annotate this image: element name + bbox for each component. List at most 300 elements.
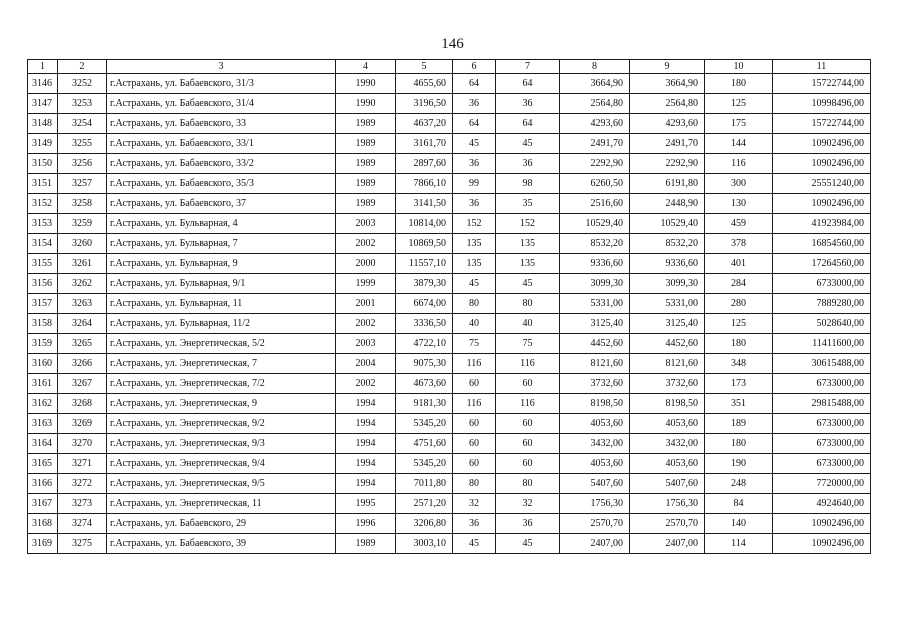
table-row [28, 514, 871, 534]
cell-apartment-area: 2407,00 [630, 534, 705, 554]
table-row [28, 474, 871, 494]
cell-total-area: 9075,30 [396, 354, 453, 374]
cell-residents: 348 [705, 354, 773, 374]
cell-cost: 30615488,00 [773, 354, 871, 374]
cell-row-index: 3148 [28, 114, 58, 134]
table-row [28, 74, 871, 94]
cell-year-built: 1989 [336, 534, 396, 554]
cell-row-index: 3151 [28, 174, 58, 194]
cell-row-index: 3159 [28, 334, 58, 354]
cell-object-code: 3273 [58, 494, 107, 514]
cell-total-area: 2897,60 [396, 154, 453, 174]
cell-cost: 17264560,00 [773, 254, 871, 274]
cell-living-area: 2570,70 [560, 514, 630, 534]
cell-total-area: 3141,50 [396, 194, 453, 214]
cell-row-index: 3147 [28, 94, 58, 114]
cell-row-index: 3157 [28, 294, 58, 314]
cell-apartment-area: 6191,80 [630, 174, 705, 194]
header-row [28, 60, 871, 74]
table-row [28, 374, 871, 394]
cell-cost: 10902496,00 [773, 534, 871, 554]
cell-row-index: 3167 [28, 494, 58, 514]
table-row [28, 314, 871, 334]
cell-units-total: 80 [453, 474, 496, 494]
cell-object-code: 3256 [58, 154, 107, 174]
table-row [28, 534, 871, 554]
cell-row-index: 3154 [28, 234, 58, 254]
cell-year-built: 2002 [336, 234, 396, 254]
cell-year-built: 1994 [336, 394, 396, 414]
cell-units-residential: 45 [496, 274, 560, 294]
cell-address: г.Астрахань, ул. Бабаевского, 37 [107, 194, 336, 214]
cell-year-built: 1990 [336, 94, 396, 114]
cell-address: г.Астрахань, ул. Бульварная, 4 [107, 214, 336, 234]
cell-total-area: 7866,10 [396, 174, 453, 194]
cell-units-total: 60 [453, 434, 496, 454]
cell-address: г.Астрахань, ул. Энергетическая, 9/2 [107, 414, 336, 434]
cell-units-residential: 80 [496, 294, 560, 314]
cell-row-index: 3146 [28, 74, 58, 94]
cell-row-index: 3168 [28, 514, 58, 534]
cell-total-area: 4722,10 [396, 334, 453, 354]
cell-year-built: 1995 [336, 494, 396, 514]
cell-units-total: 135 [453, 254, 496, 274]
cell-residents: 401 [705, 254, 773, 274]
cell-living-area: 2292,90 [560, 154, 630, 174]
cell-total-area: 5345,20 [396, 414, 453, 434]
cell-units-residential: 36 [496, 514, 560, 534]
cell-apartment-area: 3432,00 [630, 434, 705, 454]
cell-cost: 11411600,00 [773, 334, 871, 354]
cell-units-residential: 45 [496, 134, 560, 154]
cell-row-index: 3155 [28, 254, 58, 274]
cell-living-area: 4452,60 [560, 334, 630, 354]
cell-year-built: 2000 [336, 254, 396, 274]
cell-address: г.Астрахань, ул. Бабаевского, 33/2 [107, 154, 336, 174]
cell-living-area: 3099,30 [560, 274, 630, 294]
cell-units-residential: 60 [496, 414, 560, 434]
cell-units-total: 99 [453, 174, 496, 194]
cell-row-index: 3152 [28, 194, 58, 214]
cell-address: г.Астрахань, ул. Бульварная, 9/1 [107, 274, 336, 294]
cell-cost: 6733000,00 [773, 374, 871, 394]
cell-residents: 84 [705, 494, 773, 514]
cell-residents: 140 [705, 514, 773, 534]
cell-units-total: 45 [453, 134, 496, 154]
cell-year-built: 2003 [336, 214, 396, 234]
column-header-row-index: 1 [28, 60, 58, 74]
cell-living-area: 4053,60 [560, 454, 630, 474]
cell-object-code: 3255 [58, 134, 107, 154]
column-header-living-area: 8 [560, 60, 630, 74]
cell-residents: 116 [705, 154, 773, 174]
cell-apartment-area: 8198,50 [630, 394, 705, 414]
cell-address: г.Астрахань, ул. Энергетическая, 7/2 [107, 374, 336, 394]
cell-units-residential: 116 [496, 394, 560, 414]
column-header-address: 3 [107, 60, 336, 74]
cell-total-area: 6674,00 [396, 294, 453, 314]
cell-cost: 10998496,00 [773, 94, 871, 114]
cell-address: г.Астрахань, ул. Бабаевского, 33 [107, 114, 336, 134]
cell-row-index: 3165 [28, 454, 58, 474]
cell-cost: 10902496,00 [773, 514, 871, 534]
cell-row-index: 3169 [28, 534, 58, 554]
cell-total-area: 3336,50 [396, 314, 453, 334]
cell-residents: 114 [705, 534, 773, 554]
cell-row-index: 3153 [28, 214, 58, 234]
cell-row-index: 3164 [28, 434, 58, 454]
cell-living-area: 2564,80 [560, 94, 630, 114]
cell-units-total: 36 [453, 154, 496, 174]
cell-living-area: 3432,00 [560, 434, 630, 454]
cell-address: г.Астрахань, ул. Бульварная, 9 [107, 254, 336, 274]
cell-row-index: 3149 [28, 134, 58, 154]
cell-total-area: 10869,50 [396, 234, 453, 254]
table-row [28, 274, 871, 294]
cell-address: г.Астрахань, ул. Энергетическая, 7 [107, 354, 336, 374]
cell-living-area: 4053,60 [560, 414, 630, 434]
cell-apartment-area: 2570,70 [630, 514, 705, 534]
table-row [28, 94, 871, 114]
cell-units-total: 116 [453, 394, 496, 414]
table-row [28, 174, 871, 194]
cell-address: г.Астрахань, ул. Бабаевского, 29 [107, 514, 336, 534]
cell-apartment-area: 2491,70 [630, 134, 705, 154]
cell-residents: 125 [705, 314, 773, 334]
cell-units-total: 152 [453, 214, 496, 234]
cell-object-code: 3259 [58, 214, 107, 234]
cell-units-residential: 135 [496, 234, 560, 254]
cell-units-residential: 64 [496, 114, 560, 134]
cell-row-index: 3150 [28, 154, 58, 174]
cell-year-built: 1989 [336, 194, 396, 214]
cell-cost: 41923984,00 [773, 214, 871, 234]
cell-units-total: 60 [453, 414, 496, 434]
cell-units-residential: 35 [496, 194, 560, 214]
cell-address: г.Астрахань, ул. Бульварная, 7 [107, 234, 336, 254]
table-row [28, 494, 871, 514]
cell-living-area: 8198,50 [560, 394, 630, 414]
cell-total-area: 3196,50 [396, 94, 453, 114]
cell-address: г.Астрахань, ул. Энергетическая, 9/4 [107, 454, 336, 474]
cell-address: г.Астрахань, ул. Бабаевского, 39 [107, 534, 336, 554]
cell-cost: 7720000,00 [773, 474, 871, 494]
cell-total-area: 3879,30 [396, 274, 453, 294]
cell-residents: 130 [705, 194, 773, 214]
table-row [28, 434, 871, 454]
cell-units-residential: 32 [496, 494, 560, 514]
cell-total-area: 3161,70 [396, 134, 453, 154]
table-row [28, 454, 871, 474]
cell-units-total: 60 [453, 374, 496, 394]
cell-apartment-area: 3099,30 [630, 274, 705, 294]
cell-residents: 180 [705, 334, 773, 354]
cell-residents: 459 [705, 214, 773, 234]
cell-living-area: 1756,30 [560, 494, 630, 514]
cell-apartment-area: 4452,60 [630, 334, 705, 354]
column-header-object-code: 2 [58, 60, 107, 74]
cell-units-residential: 60 [496, 454, 560, 474]
cell-object-code: 3274 [58, 514, 107, 534]
cell-cost: 6733000,00 [773, 414, 871, 434]
cell-cost: 25551240,00 [773, 174, 871, 194]
cell-year-built: 1989 [336, 174, 396, 194]
cell-units-residential: 80 [496, 474, 560, 494]
cell-cost: 10902496,00 [773, 154, 871, 174]
cell-living-area: 2407,00 [560, 534, 630, 554]
cell-cost: 29815488,00 [773, 394, 871, 414]
cell-units-residential: 36 [496, 154, 560, 174]
cell-cost: 6733000,00 [773, 274, 871, 294]
cell-year-built: 1989 [336, 154, 396, 174]
table-row [28, 334, 871, 354]
cell-total-area: 9181,30 [396, 394, 453, 414]
cell-address: г.Астрахань, ул. Энергетическая, 5/2 [107, 334, 336, 354]
cell-year-built: 2001 [336, 294, 396, 314]
cell-object-code: 3268 [58, 394, 107, 414]
column-header-residents: 10 [705, 60, 773, 74]
cell-apartment-area: 4053,60 [630, 454, 705, 474]
cell-units-residential: 40 [496, 314, 560, 334]
cell-year-built: 2002 [336, 314, 396, 334]
cell-year-built: 2002 [336, 374, 396, 394]
cell-living-area: 2491,70 [560, 134, 630, 154]
cell-cost: 15722744,00 [773, 114, 871, 134]
cell-object-code: 3270 [58, 434, 107, 454]
cell-units-residential: 36 [496, 94, 560, 114]
cell-row-index: 3156 [28, 274, 58, 294]
cell-address: г.Астрахань, ул. Бульварная, 11 [107, 294, 336, 314]
page-number: 146 [441, 36, 464, 52]
cell-object-code: 3266 [58, 354, 107, 374]
housing-registry-table [27, 59, 871, 554]
cell-apartment-area: 3125,40 [630, 314, 705, 334]
cell-address: г.Астрахань, ул. Энергетическая, 9/5 [107, 474, 336, 494]
cell-residents: 125 [705, 94, 773, 114]
cell-living-area: 9336,60 [560, 254, 630, 274]
cell-apartment-area: 8532,20 [630, 234, 705, 254]
cell-object-code: 3252 [58, 74, 107, 94]
cell-total-area: 7011,80 [396, 474, 453, 494]
cell-units-residential: 64 [496, 74, 560, 94]
cell-units-total: 64 [453, 74, 496, 94]
cell-residents: 144 [705, 134, 773, 154]
cell-residents: 180 [705, 434, 773, 454]
cell-address: г.Астрахань, ул. Энергетическая, 9 [107, 394, 336, 414]
cell-apartment-area: 3732,60 [630, 374, 705, 394]
cell-total-area: 2571,20 [396, 494, 453, 514]
cell-cost: 4924640,00 [773, 494, 871, 514]
cell-residents: 378 [705, 234, 773, 254]
cell-year-built: 2003 [336, 334, 396, 354]
cell-apartment-area: 5331,00 [630, 294, 705, 314]
cell-units-residential: 60 [496, 374, 560, 394]
cell-units-total: 116 [453, 354, 496, 374]
cell-living-area: 5331,00 [560, 294, 630, 314]
cell-object-code: 3260 [58, 234, 107, 254]
cell-apartment-area: 2564,80 [630, 94, 705, 114]
cell-apartment-area: 9336,60 [630, 254, 705, 274]
cell-object-code: 3253 [58, 94, 107, 114]
cell-living-area: 8532,20 [560, 234, 630, 254]
cell-cost: 16854560,00 [773, 234, 871, 254]
cell-residents: 180 [705, 74, 773, 94]
cell-units-total: 135 [453, 234, 496, 254]
cell-object-code: 3269 [58, 414, 107, 434]
cell-units-total: 45 [453, 274, 496, 294]
cell-cost: 5028640,00 [773, 314, 871, 334]
cell-total-area: 4673,60 [396, 374, 453, 394]
table-row [28, 214, 871, 234]
cell-object-code: 3263 [58, 294, 107, 314]
cell-total-area: 4655,60 [396, 74, 453, 94]
cell-year-built: 1989 [336, 114, 396, 134]
cell-residents: 175 [705, 114, 773, 134]
table-row [28, 194, 871, 214]
cell-row-index: 3162 [28, 394, 58, 414]
cell-year-built: 1999 [336, 274, 396, 294]
cell-residents: 189 [705, 414, 773, 434]
cell-cost: 6733000,00 [773, 454, 871, 474]
cell-apartment-area: 10529,40 [630, 214, 705, 234]
cell-cost: 15722744,00 [773, 74, 871, 94]
cell-residents: 173 [705, 374, 773, 394]
cell-living-area: 3732,60 [560, 374, 630, 394]
cell-object-code: 3254 [58, 114, 107, 134]
cell-living-area: 6260,50 [560, 174, 630, 194]
cell-cost: 10902496,00 [773, 134, 871, 154]
cell-living-area: 8121,60 [560, 354, 630, 374]
cell-units-residential: 45 [496, 534, 560, 554]
cell-object-code: 3262 [58, 274, 107, 294]
cell-total-area: 3003,10 [396, 534, 453, 554]
cell-year-built: 1994 [336, 454, 396, 474]
cell-units-total: 40 [453, 314, 496, 334]
cell-address: г.Астрахань, ул. Бульварная, 11/2 [107, 314, 336, 334]
cell-object-code: 3257 [58, 174, 107, 194]
cell-total-area: 5345,20 [396, 454, 453, 474]
cell-address: г.Астрахань, ул. Бабаевского, 31/3 [107, 74, 336, 94]
cell-row-index: 3160 [28, 354, 58, 374]
cell-row-index: 3166 [28, 474, 58, 494]
table-row [28, 414, 871, 434]
column-header-units-total: 6 [453, 60, 496, 74]
table-row [28, 254, 871, 274]
cell-year-built: 1994 [336, 434, 396, 454]
cell-object-code: 3272 [58, 474, 107, 494]
cell-units-total: 80 [453, 294, 496, 314]
column-header-cost: 11 [773, 60, 871, 74]
cell-apartment-area: 4053,60 [630, 414, 705, 434]
cell-address: г.Астрахань, ул. Бабаевского, 31/4 [107, 94, 336, 114]
cell-cost: 7889280,00 [773, 294, 871, 314]
cell-units-residential: 135 [496, 254, 560, 274]
cell-row-index: 3163 [28, 414, 58, 434]
cell-year-built: 1989 [336, 134, 396, 154]
cell-apartment-area: 2292,90 [630, 154, 705, 174]
cell-units-total: 45 [453, 534, 496, 554]
cell-total-area: 11557,10 [396, 254, 453, 274]
cell-address: г.Астрахань, ул. Бабаевского, 35/3 [107, 174, 336, 194]
cell-cost: 6733000,00 [773, 434, 871, 454]
cell-residents: 351 [705, 394, 773, 414]
cell-units-residential: 116 [496, 354, 560, 374]
cell-apartment-area: 4293,60 [630, 114, 705, 134]
cell-object-code: 3271 [58, 454, 107, 474]
cell-units-total: 36 [453, 194, 496, 214]
cell-row-index: 3161 [28, 374, 58, 394]
cell-year-built: 1996 [336, 514, 396, 534]
column-header-apartment-area: 9 [630, 60, 705, 74]
cell-units-residential: 75 [496, 334, 560, 354]
cell-apartment-area: 8121,60 [630, 354, 705, 374]
cell-object-code: 3258 [58, 194, 107, 214]
cell-object-code: 3264 [58, 314, 107, 334]
cell-units-residential: 98 [496, 174, 560, 194]
cell-total-area: 4637,20 [396, 114, 453, 134]
cell-living-area: 4293,60 [560, 114, 630, 134]
table-row [28, 154, 871, 174]
cell-year-built: 1994 [336, 474, 396, 494]
cell-year-built: 1990 [336, 74, 396, 94]
cell-apartment-area: 1756,30 [630, 494, 705, 514]
cell-address: г.Астрахань, ул. Энергетическая, 11 [107, 494, 336, 514]
cell-units-total: 36 [453, 94, 496, 114]
cell-living-area: 10529,40 [560, 214, 630, 234]
cell-total-area: 4751,60 [396, 434, 453, 454]
cell-object-code: 3275 [58, 534, 107, 554]
cell-units-total: 32 [453, 494, 496, 514]
cell-living-area: 3125,40 [560, 314, 630, 334]
table-row [28, 114, 871, 134]
cell-units-residential: 60 [496, 434, 560, 454]
cell-units-total: 36 [453, 514, 496, 534]
column-header-year-built: 4 [336, 60, 396, 74]
cell-object-code: 3265 [58, 334, 107, 354]
cell-total-area: 3206,80 [396, 514, 453, 534]
cell-units-total: 75 [453, 334, 496, 354]
cell-object-code: 3261 [58, 254, 107, 274]
cell-cost: 10902496,00 [773, 194, 871, 214]
table-row [28, 294, 871, 314]
cell-year-built: 1994 [336, 414, 396, 434]
cell-apartment-area: 3664,90 [630, 74, 705, 94]
cell-year-built: 2004 [336, 354, 396, 374]
table-row [28, 354, 871, 374]
cell-row-index: 3158 [28, 314, 58, 334]
table-row [28, 134, 871, 154]
cell-living-area: 3664,90 [560, 74, 630, 94]
cell-address: г.Астрахань, ул. Бабаевского, 33/1 [107, 134, 336, 154]
cell-residents: 280 [705, 294, 773, 314]
table-row [28, 234, 871, 254]
cell-units-total: 64 [453, 114, 496, 134]
column-header-units-residential: 7 [496, 60, 560, 74]
column-header-total-area: 5 [396, 60, 453, 74]
cell-residents: 190 [705, 454, 773, 474]
cell-address: г.Астрахань, ул. Энергетическая, 9/3 [107, 434, 336, 454]
cell-apartment-area: 5407,60 [630, 474, 705, 494]
cell-total-area: 10814,00 [396, 214, 453, 234]
cell-living-area: 2516,60 [560, 194, 630, 214]
cell-residents: 300 [705, 174, 773, 194]
cell-residents: 248 [705, 474, 773, 494]
cell-object-code: 3267 [58, 374, 107, 394]
table-row [28, 394, 871, 414]
cell-residents: 284 [705, 274, 773, 294]
cell-units-total: 60 [453, 454, 496, 474]
cell-living-area: 5407,60 [560, 474, 630, 494]
